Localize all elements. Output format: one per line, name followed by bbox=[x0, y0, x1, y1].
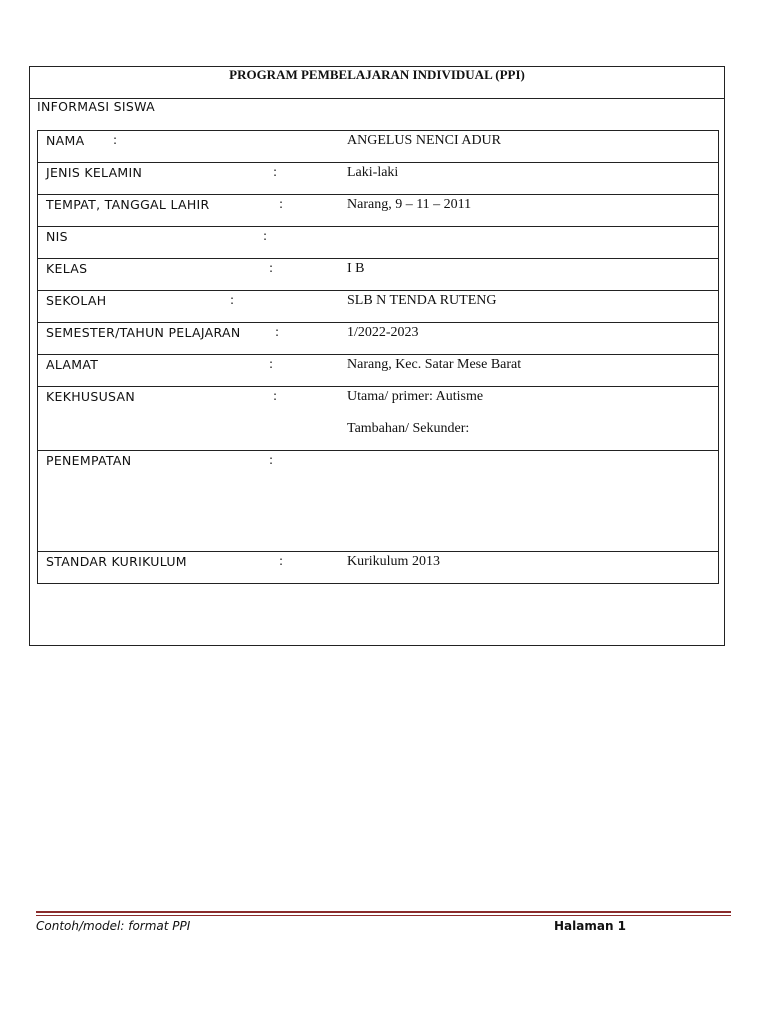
row-colon: : bbox=[269, 357, 274, 371]
row-value: Kurikulum 2013 bbox=[347, 554, 440, 569]
row-colon: : bbox=[273, 389, 278, 403]
row-label: KELAS bbox=[46, 261, 88, 276]
table-row bbox=[38, 552, 718, 584]
table-row bbox=[38, 163, 718, 195]
table-row bbox=[38, 323, 718, 355]
page-number: Halaman 1 bbox=[554, 919, 627, 933]
row-label: SEMESTER/TAHUN PELAJARAN bbox=[46, 325, 241, 340]
row-colon: : bbox=[113, 133, 118, 147]
row-colon: : bbox=[269, 261, 274, 275]
row-label: PENEMPATAN bbox=[46, 453, 132, 468]
row-value: Laki-laki bbox=[347, 165, 399, 180]
table-row bbox=[38, 451, 718, 552]
table-row bbox=[38, 291, 718, 323]
section-heading: INFORMASI SISWA bbox=[37, 99, 155, 114]
row-label: STANDAR KURIKULUM bbox=[46, 554, 187, 569]
row-value: Narang, Kec. Satar Mese Barat bbox=[347, 357, 522, 372]
student-info-table bbox=[37, 130, 719, 584]
row-colon: : bbox=[279, 197, 284, 211]
row-value: ANGELUS NENCI ADUR bbox=[347, 133, 501, 148]
row-colon: : bbox=[275, 325, 280, 339]
table-row bbox=[38, 195, 718, 227]
row-value: Utama/ primer: Autisme bbox=[347, 389, 484, 404]
row-label: ALAMAT bbox=[46, 357, 99, 372]
table-row bbox=[38, 355, 718, 387]
row-value: 1/2022-2023 bbox=[347, 325, 419, 340]
row-colon: : bbox=[279, 554, 284, 568]
row-label: TEMPAT, TANGGAL LAHIR bbox=[46, 197, 210, 212]
ppi-form bbox=[29, 66, 725, 646]
row-label: NAMA bbox=[46, 133, 85, 148]
row-label: NIS bbox=[46, 229, 68, 244]
row-value: I B bbox=[347, 261, 365, 276]
footer-caption: Contoh/model: format PPI bbox=[36, 919, 191, 933]
row-value-secondary: Tambahan/ Sekunder: bbox=[347, 421, 470, 436]
table-row bbox=[38, 259, 718, 291]
row-colon: : bbox=[230, 293, 235, 307]
row-colon: : bbox=[273, 165, 278, 179]
row-colon: : bbox=[263, 229, 268, 243]
row-colon: : bbox=[269, 453, 274, 467]
form-title: PROGRAM PEMBELAJARAN INDIVIDUAL (PPI) bbox=[30, 67, 724, 99]
row-label: SEKOLAH bbox=[46, 293, 107, 308]
row-value: Narang, 9 – 11 – 2011 bbox=[347, 197, 472, 212]
table-row bbox=[38, 387, 718, 451]
footer-rule bbox=[36, 911, 731, 916]
row-label: KEKHUSUSAN bbox=[46, 389, 135, 404]
table-row bbox=[38, 131, 718, 163]
table-row bbox=[38, 227, 718, 259]
footer-rule-thin bbox=[36, 915, 731, 916]
row-label: JENIS KELAMIN bbox=[46, 165, 143, 180]
row-value: SLB N TENDA RUTENG bbox=[347, 293, 497, 308]
